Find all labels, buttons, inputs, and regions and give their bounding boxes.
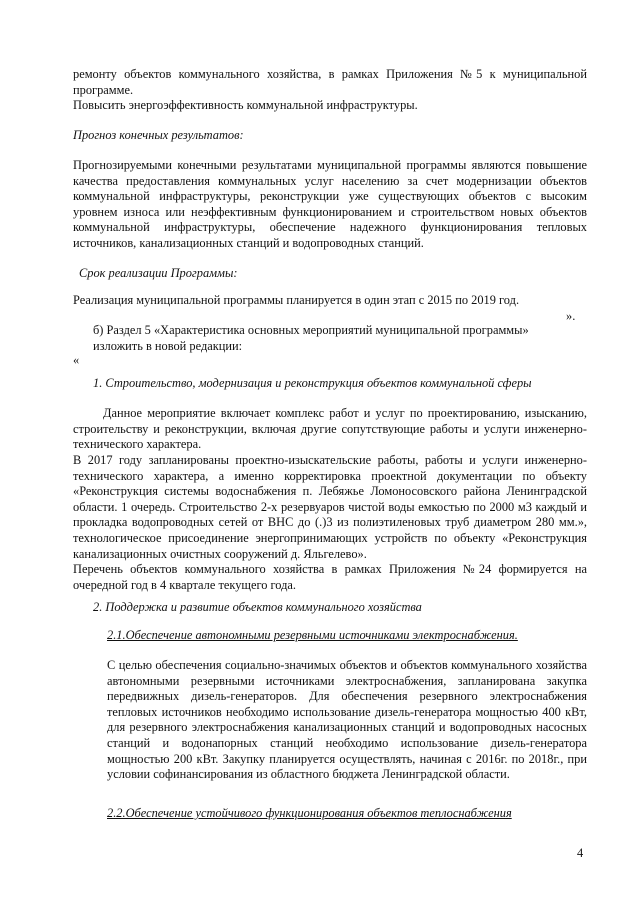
section-amendment-paragraph: б) Раздел 5 «Характеристика основных мероприятий муниципальной программы» изложить в новой редакции: bbox=[93, 323, 529, 353]
intro-paragraph: ремонту объектов коммунального хозяйства, в рамках Приложения №5 к муниципальной программе. bbox=[73, 67, 587, 97]
section-1-paragraph-c: Перечень объектов коммунального хозяйства в рамках Приложения №24 формируется на очередной год в 4 квартале текущего года. bbox=[73, 562, 587, 592]
section-2-1-heading: 2.1.Обеспечение автономными резервными источниками электроснабжения. bbox=[107, 628, 518, 642]
page-number: 4 bbox=[577, 846, 584, 860]
section-1-paragraph-b: В 2017 году запланированы проектно-изыскательские работы, работы и услуги инженерно-технического характера, а именно корректировка проектной документации по объекту «Реконструкция системы водоснабжения п. Лебяжье Ломоносовского района Ленинградской области. 1 очередь. Строительство 2-х резервуаров чистой воды емкостью по 2000 м3 каждый и прокладка водопроводных сетей от ВНС до (.)3 из полиэтиленовых труб диаметром 280 мм.», технологическое присоединение энергопринимающих устройств по объекту «Реконструкция канализационных очистных сооружений д. Яльгелево». bbox=[73, 453, 587, 561]
results-heading: Прогноз конечных результатов: bbox=[73, 128, 244, 142]
opening-quote: « bbox=[73, 353, 80, 367]
section-1-heading: 1. Строительство, модернизация и реконструкция объектов коммунальной сферы bbox=[93, 376, 532, 390]
term-paragraph: Реализация муниципальной программы планируется в один этап с 2015 по 2019 год. bbox=[73, 293, 520, 307]
results-paragraph: Прогнозируемыми конечными результатами муниципальной программы являются повышение качества предоставления коммунальных услуг населению за счет модернизации объектов коммунальной инфраструктуры, реконструкции уже существующих объектов с высоким уровнем износа или неэффективным функционированием и строительством новых объектов коммунальной инфраструктуры, обеспечение надежного функционирования тепловых источников, канализационных станций и водопроводных станций. bbox=[73, 158, 587, 250]
section-2-2-heading: 2.2.Обеспечение устойчивого функционирования объектов теплоснабжения bbox=[107, 806, 512, 820]
term-heading: Срок реализации Программы: bbox=[79, 266, 238, 280]
closing-quote: ». bbox=[566, 309, 576, 323]
energy-paragraph: Повысить энергоэффективность коммунальной инфраструктуры. bbox=[73, 98, 418, 112]
section-1-paragraph-a: Данное мероприятие включает комплекс работ и услуг по проектированию, изысканию, строительству и реконструкции, включая другие сопутствующие работы и услуги инженерно-технического характера. bbox=[73, 406, 587, 452]
section-2-1-paragraph: С целью обеспечения социально-значимых объектов и объектов коммунального хозяйства автономными резервными источниками электроснабжения, запланирована закупка передвижных дизель-генераторов. Для обеспечения резервного электроснабжения тепловых источников необходимо использование дизель-генератора мощностью 400 кВт, для резервного электроснабжения канализационных станций и водопроводных насосных станций и водонапорных станций необходимо использование дизель-генератора мощностью 200 кВт. Закупку планируется осуществлять, начиная с 2016г. по 2018г., при условии софинансирования из областного бюджета Ленинградской области. bbox=[107, 658, 587, 782]
section-2-heading: 2. Поддержка и развитие объектов коммунального хозяйства bbox=[93, 600, 422, 614]
